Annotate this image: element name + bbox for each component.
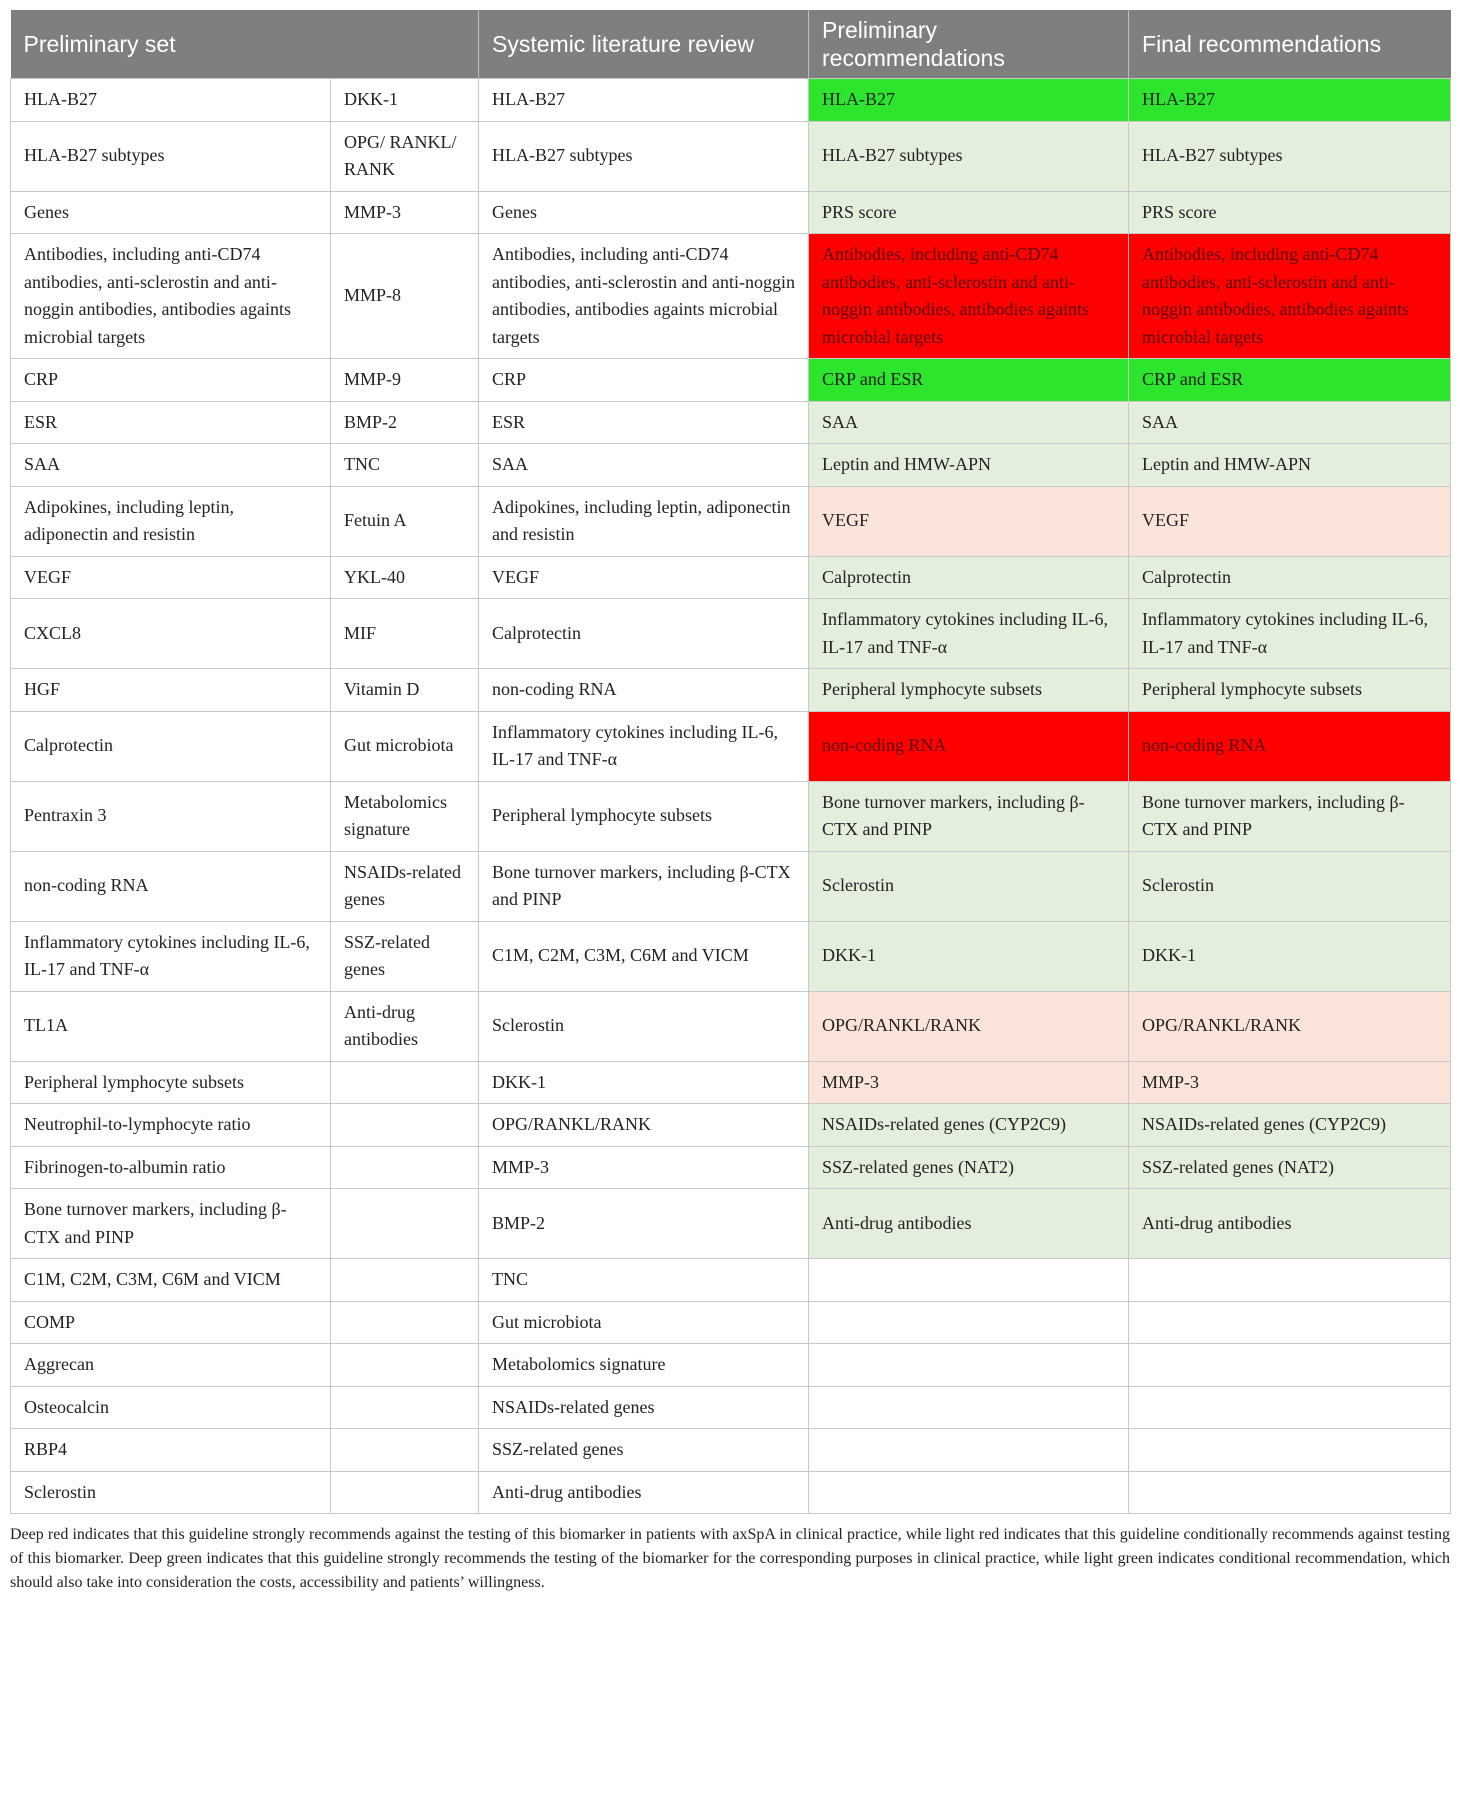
cell-preliminary-recommendation xyxy=(809,1429,1129,1472)
cell-preliminary-recommendation: SSZ-related genes (NAT2) xyxy=(809,1146,1129,1189)
cell-preliminary-recommendation: HLA-B27 subtypes xyxy=(809,121,1129,191)
cell-preliminary-set-b xyxy=(331,1386,479,1429)
cell-preliminary-set-a: CRP xyxy=(11,359,331,402)
cell-preliminary-set-b: Gut microbiota xyxy=(331,711,479,781)
cell-preliminary-set-a: Aggrecan xyxy=(11,1344,331,1387)
cell-preliminary-set-a: Antibodies, including anti-CD74 antibodies, anti-sclerostin and anti-noggin antibodies, antibodies againts microbial targets xyxy=(11,234,331,359)
cell-preliminary-set-a: CXCL8 xyxy=(11,599,331,669)
header-preliminary-set: Preliminary set xyxy=(11,10,479,79)
table-row xyxy=(11,556,1451,599)
cell-preliminary-set-b: Vitamin D xyxy=(331,669,479,712)
cell-systemic-review: HLA-B27 xyxy=(479,79,809,122)
cell-final-recommendation: Calprotectin xyxy=(1129,556,1451,599)
cell-preliminary-set-b: Fetuin A xyxy=(331,486,479,556)
table-row xyxy=(11,851,1451,921)
cell-preliminary-recommendation: VEGF xyxy=(809,486,1129,556)
cell-preliminary-recommendation: Anti-drug antibodies xyxy=(809,1189,1129,1259)
cell-preliminary-set-a: Fibrinogen-to-albumin ratio xyxy=(11,1146,331,1189)
cell-preliminary-set-b xyxy=(331,1061,479,1104)
table-container xyxy=(10,10,1450,1611)
cell-preliminary-recommendation: Bone turnover markers, including β-CTX and PINP xyxy=(809,781,1129,851)
cell-preliminary-recommendation: non-coding RNA xyxy=(809,711,1129,781)
cell-preliminary-set-b xyxy=(331,1189,479,1259)
cell-final-recommendation: HLA-B27 subtypes xyxy=(1129,121,1451,191)
cell-preliminary-set-a: ESR xyxy=(11,401,331,444)
cell-preliminary-recommendation: Inflammatory cytokines including IL-6, IL-17 and TNF-α xyxy=(809,599,1129,669)
cell-preliminary-set-a: Calprotectin xyxy=(11,711,331,781)
cell-systemic-review: Peripheral lymphocyte subsets xyxy=(479,781,809,851)
cell-preliminary-set-a: COMP xyxy=(11,1301,331,1344)
cell-preliminary-set-b: Metabolomics signature xyxy=(331,781,479,851)
cell-preliminary-set-a: HLA-B27 subtypes xyxy=(11,121,331,191)
cell-preliminary-recommendation xyxy=(809,1386,1129,1429)
table-row xyxy=(11,486,1451,556)
cell-preliminary-set-a: Genes xyxy=(11,191,331,234)
cell-preliminary-set-b: Anti-drug antibodies xyxy=(331,991,479,1061)
table-row xyxy=(11,781,1451,851)
cell-preliminary-recommendation: Leptin and HMW-APN xyxy=(809,444,1129,487)
cell-preliminary-recommendation: MMP-3 xyxy=(809,1061,1129,1104)
table-row xyxy=(11,1104,1451,1147)
cell-preliminary-set-a: Neutrophil-to-lymphocyte ratio xyxy=(11,1104,331,1147)
cell-final-recommendation: VEGF xyxy=(1129,486,1451,556)
cell-systemic-review: BMP-2 xyxy=(479,1189,809,1259)
cell-preliminary-recommendation: HLA-B27 xyxy=(809,79,1129,122)
cell-final-recommendation: SSZ-related genes (NAT2) xyxy=(1129,1146,1451,1189)
cell-systemic-review: Metabolomics signature xyxy=(479,1344,809,1387)
cell-preliminary-set-a: SAA xyxy=(11,444,331,487)
table-row xyxy=(11,1429,1451,1472)
table-body xyxy=(11,79,1451,1514)
cell-final-recommendation: PRS score xyxy=(1129,191,1451,234)
cell-final-recommendation: Peripheral lymphocyte subsets xyxy=(1129,669,1451,712)
cell-preliminary-set-a: HLA-B27 xyxy=(11,79,331,122)
cell-preliminary-recommendation: Peripheral lymphocyte subsets xyxy=(809,669,1129,712)
cell-systemic-review: C1M, C2M, C3M, C6M and VICM xyxy=(479,921,809,991)
cell-final-recommendation xyxy=(1129,1344,1451,1387)
cell-preliminary-set-a: C1M, C2M, C3M, C6M and VICM xyxy=(11,1259,331,1302)
cell-systemic-review: SAA xyxy=(479,444,809,487)
cell-preliminary-set-a: Osteocalcin xyxy=(11,1386,331,1429)
cell-preliminary-recommendation: DKK-1 xyxy=(809,921,1129,991)
table-row xyxy=(11,669,1451,712)
table-row xyxy=(11,1259,1451,1302)
cell-preliminary-set-b xyxy=(331,1429,479,1472)
cell-systemic-review: ESR xyxy=(479,401,809,444)
cell-final-recommendation: SAA xyxy=(1129,401,1451,444)
header-systemic-review: Systemic literature review xyxy=(479,10,809,79)
table-row xyxy=(11,444,1451,487)
cell-preliminary-set-a: VEGF xyxy=(11,556,331,599)
cell-final-recommendation: OPG/RANKL/RANK xyxy=(1129,991,1451,1061)
cell-systemic-review: TNC xyxy=(479,1259,809,1302)
cell-preliminary-recommendation xyxy=(809,1259,1129,1302)
biomarker-table xyxy=(10,10,1451,1514)
cell-systemic-review: Antibodies, including anti-CD74 antibodies, anti-sclerostin and anti-noggin antibodies, antibodies againts microbial targets xyxy=(479,234,809,359)
cell-preliminary-set-b: TNC xyxy=(331,444,479,487)
cell-final-recommendation: Bone turnover markers, including β-CTX and PINP xyxy=(1129,781,1451,851)
cell-preliminary-recommendation: Sclerostin xyxy=(809,851,1129,921)
cell-preliminary-set-a: Inflammatory cytokines including IL-6, IL-17 and TNF-α xyxy=(11,921,331,991)
cell-preliminary-recommendation xyxy=(809,1301,1129,1344)
cell-preliminary-set-b xyxy=(331,1259,479,1302)
cell-final-recommendation xyxy=(1129,1301,1451,1344)
cell-systemic-review: OPG/RANKL/RANK xyxy=(479,1104,809,1147)
cell-preliminary-set-b: YKL-40 xyxy=(331,556,479,599)
table-row xyxy=(11,921,1451,991)
table-row xyxy=(11,1301,1451,1344)
cell-systemic-review: VEGF xyxy=(479,556,809,599)
table-row xyxy=(11,234,1451,359)
cell-preliminary-set-b: DKK-1 xyxy=(331,79,479,122)
cell-preliminary-set-a: Peripheral lymphocyte subsets xyxy=(11,1061,331,1104)
table-row xyxy=(11,1471,1451,1514)
cell-final-recommendation: Leptin and HMW-APN xyxy=(1129,444,1451,487)
header-final-recommendations: Final recommendations xyxy=(1129,10,1451,79)
cell-preliminary-set-b xyxy=(331,1104,479,1147)
cell-systemic-review: MMP-3 xyxy=(479,1146,809,1189)
cell-systemic-review: Calprotectin xyxy=(479,599,809,669)
cell-preliminary-recommendation xyxy=(809,1471,1129,1514)
cell-preliminary-set-a: Adipokines, including leptin, adiponectin and resistin xyxy=(11,486,331,556)
cell-preliminary-set-a: TL1A xyxy=(11,991,331,1061)
table-row xyxy=(11,1344,1451,1387)
cell-final-recommendation: MMP-3 xyxy=(1129,1061,1451,1104)
cell-preliminary-recommendation: OPG/RANKL/RANK xyxy=(809,991,1129,1061)
cell-final-recommendation xyxy=(1129,1259,1451,1302)
cell-systemic-review: Adipokines, including leptin, adiponectin and resistin xyxy=(479,486,809,556)
cell-preliminary-recommendation: SAA xyxy=(809,401,1129,444)
table-row xyxy=(11,401,1451,444)
cell-preliminary-set-b: NSAIDs-related genes xyxy=(331,851,479,921)
cell-final-recommendation: HLA-B27 xyxy=(1129,79,1451,122)
cell-preliminary-set-b: SSZ-related genes xyxy=(331,921,479,991)
header-preliminary-recommendations: Preliminary recommendations xyxy=(809,10,1129,79)
cell-preliminary-recommendation: Calprotectin xyxy=(809,556,1129,599)
cell-systemic-review: Gut microbiota xyxy=(479,1301,809,1344)
cell-preliminary-set-b: MIF xyxy=(331,599,479,669)
cell-final-recommendation xyxy=(1129,1429,1451,1472)
cell-systemic-review: Anti-drug antibodies xyxy=(479,1471,809,1514)
cell-preliminary-set-b: OPG/ RANKL/ RANK xyxy=(331,121,479,191)
cell-final-recommendation: CRP and ESR xyxy=(1129,359,1451,402)
cell-preliminary-set-b xyxy=(331,1301,479,1344)
cell-systemic-review: DKK-1 xyxy=(479,1061,809,1104)
cell-final-recommendation: Anti-drug antibodies xyxy=(1129,1189,1451,1259)
cell-final-recommendation xyxy=(1129,1386,1451,1429)
cell-preliminary-set-a: Pentraxin 3 xyxy=(11,781,331,851)
cell-systemic-review: Bone turnover markers, including β-CTX and PINP xyxy=(479,851,809,921)
cell-final-recommendation: Sclerostin xyxy=(1129,851,1451,921)
cell-final-recommendation xyxy=(1129,1471,1451,1514)
cell-preliminary-set-b: BMP-2 xyxy=(331,401,479,444)
cell-preliminary-recommendation xyxy=(809,1344,1129,1387)
cell-systemic-review: HLA-B27 subtypes xyxy=(479,121,809,191)
table-row xyxy=(11,121,1451,191)
cell-preliminary-set-a: non-coding RNA xyxy=(11,851,331,921)
cell-preliminary-set-a: HGF xyxy=(11,669,331,712)
cell-final-recommendation: DKK-1 xyxy=(1129,921,1451,991)
cell-final-recommendation: NSAIDs-related genes (CYP2C9) xyxy=(1129,1104,1451,1147)
cell-final-recommendation: non-coding RNA xyxy=(1129,711,1451,781)
table-row xyxy=(11,1061,1451,1104)
cell-final-recommendation: Antibodies, including anti-CD74 antibodies, anti-sclerostin and anti-noggin antibodies, antibodies againts microbial targets xyxy=(1129,234,1451,359)
cell-systemic-review: Sclerostin xyxy=(479,991,809,1061)
cell-preliminary-set-b xyxy=(331,1471,479,1514)
cell-preliminary-set-a: Bone turnover markers, including β-CTX and PINP xyxy=(11,1189,331,1259)
table-row xyxy=(11,79,1451,122)
cell-preliminary-recommendation: Antibodies, including anti-CD74 antibodies, anti-sclerostin and anti-noggin antibodies, antibodies againts microbial targets xyxy=(809,234,1129,359)
cell-preliminary-recommendation: NSAIDs-related genes (CYP2C9) xyxy=(809,1104,1129,1147)
table-row xyxy=(11,359,1451,402)
cell-preliminary-set-a: Sclerostin xyxy=(11,1471,331,1514)
cell-systemic-review: Inflammatory cytokines including IL-6, IL-17 and TNF-α xyxy=(479,711,809,781)
table-row xyxy=(11,1189,1451,1259)
table-row xyxy=(11,599,1451,669)
cell-preliminary-set-b: MMP-8 xyxy=(331,234,479,359)
footnote: Deep red indicates that this guideline strongly recommends against the testing of this biomarker in patients with axSpA in clinical practice, while light red indicates that this guideline conditionally recommends against testing of this biomarker. Deep green indicates that this guideline strongly recommends the testing of the biomarker for the corresponding purposes in clinical practice, while light green indicates conditional recommendation, which should also take into consideration the costs, accessibility and patients’ willingness. xyxy=(10,1526,1450,1591)
table-row xyxy=(11,991,1451,1061)
cell-preliminary-set-b xyxy=(331,1344,479,1387)
table-row xyxy=(11,1146,1451,1189)
table-row xyxy=(11,711,1451,781)
cell-systemic-review: CRP xyxy=(479,359,809,402)
cell-systemic-review: Genes xyxy=(479,191,809,234)
cell-systemic-review: NSAIDs-related genes xyxy=(479,1386,809,1429)
table-row xyxy=(11,191,1451,234)
cell-preliminary-set-b: MMP-3 xyxy=(331,191,479,234)
header-row xyxy=(11,10,1451,79)
cell-preliminary-set-b: MMP-9 xyxy=(331,359,479,402)
table-header xyxy=(11,10,1451,79)
cell-final-recommendation: Inflammatory cytokines including IL-6, IL-17 and TNF-α xyxy=(1129,599,1451,669)
cell-systemic-review: non-coding RNA xyxy=(479,669,809,712)
cell-preliminary-set-a: RBP4 xyxy=(11,1429,331,1472)
cell-preliminary-set-b xyxy=(331,1146,479,1189)
cell-preliminary-recommendation: CRP and ESR xyxy=(809,359,1129,402)
cell-systemic-review: SSZ-related genes xyxy=(479,1429,809,1472)
table-row xyxy=(11,1386,1451,1429)
cell-preliminary-recommendation: PRS score xyxy=(809,191,1129,234)
